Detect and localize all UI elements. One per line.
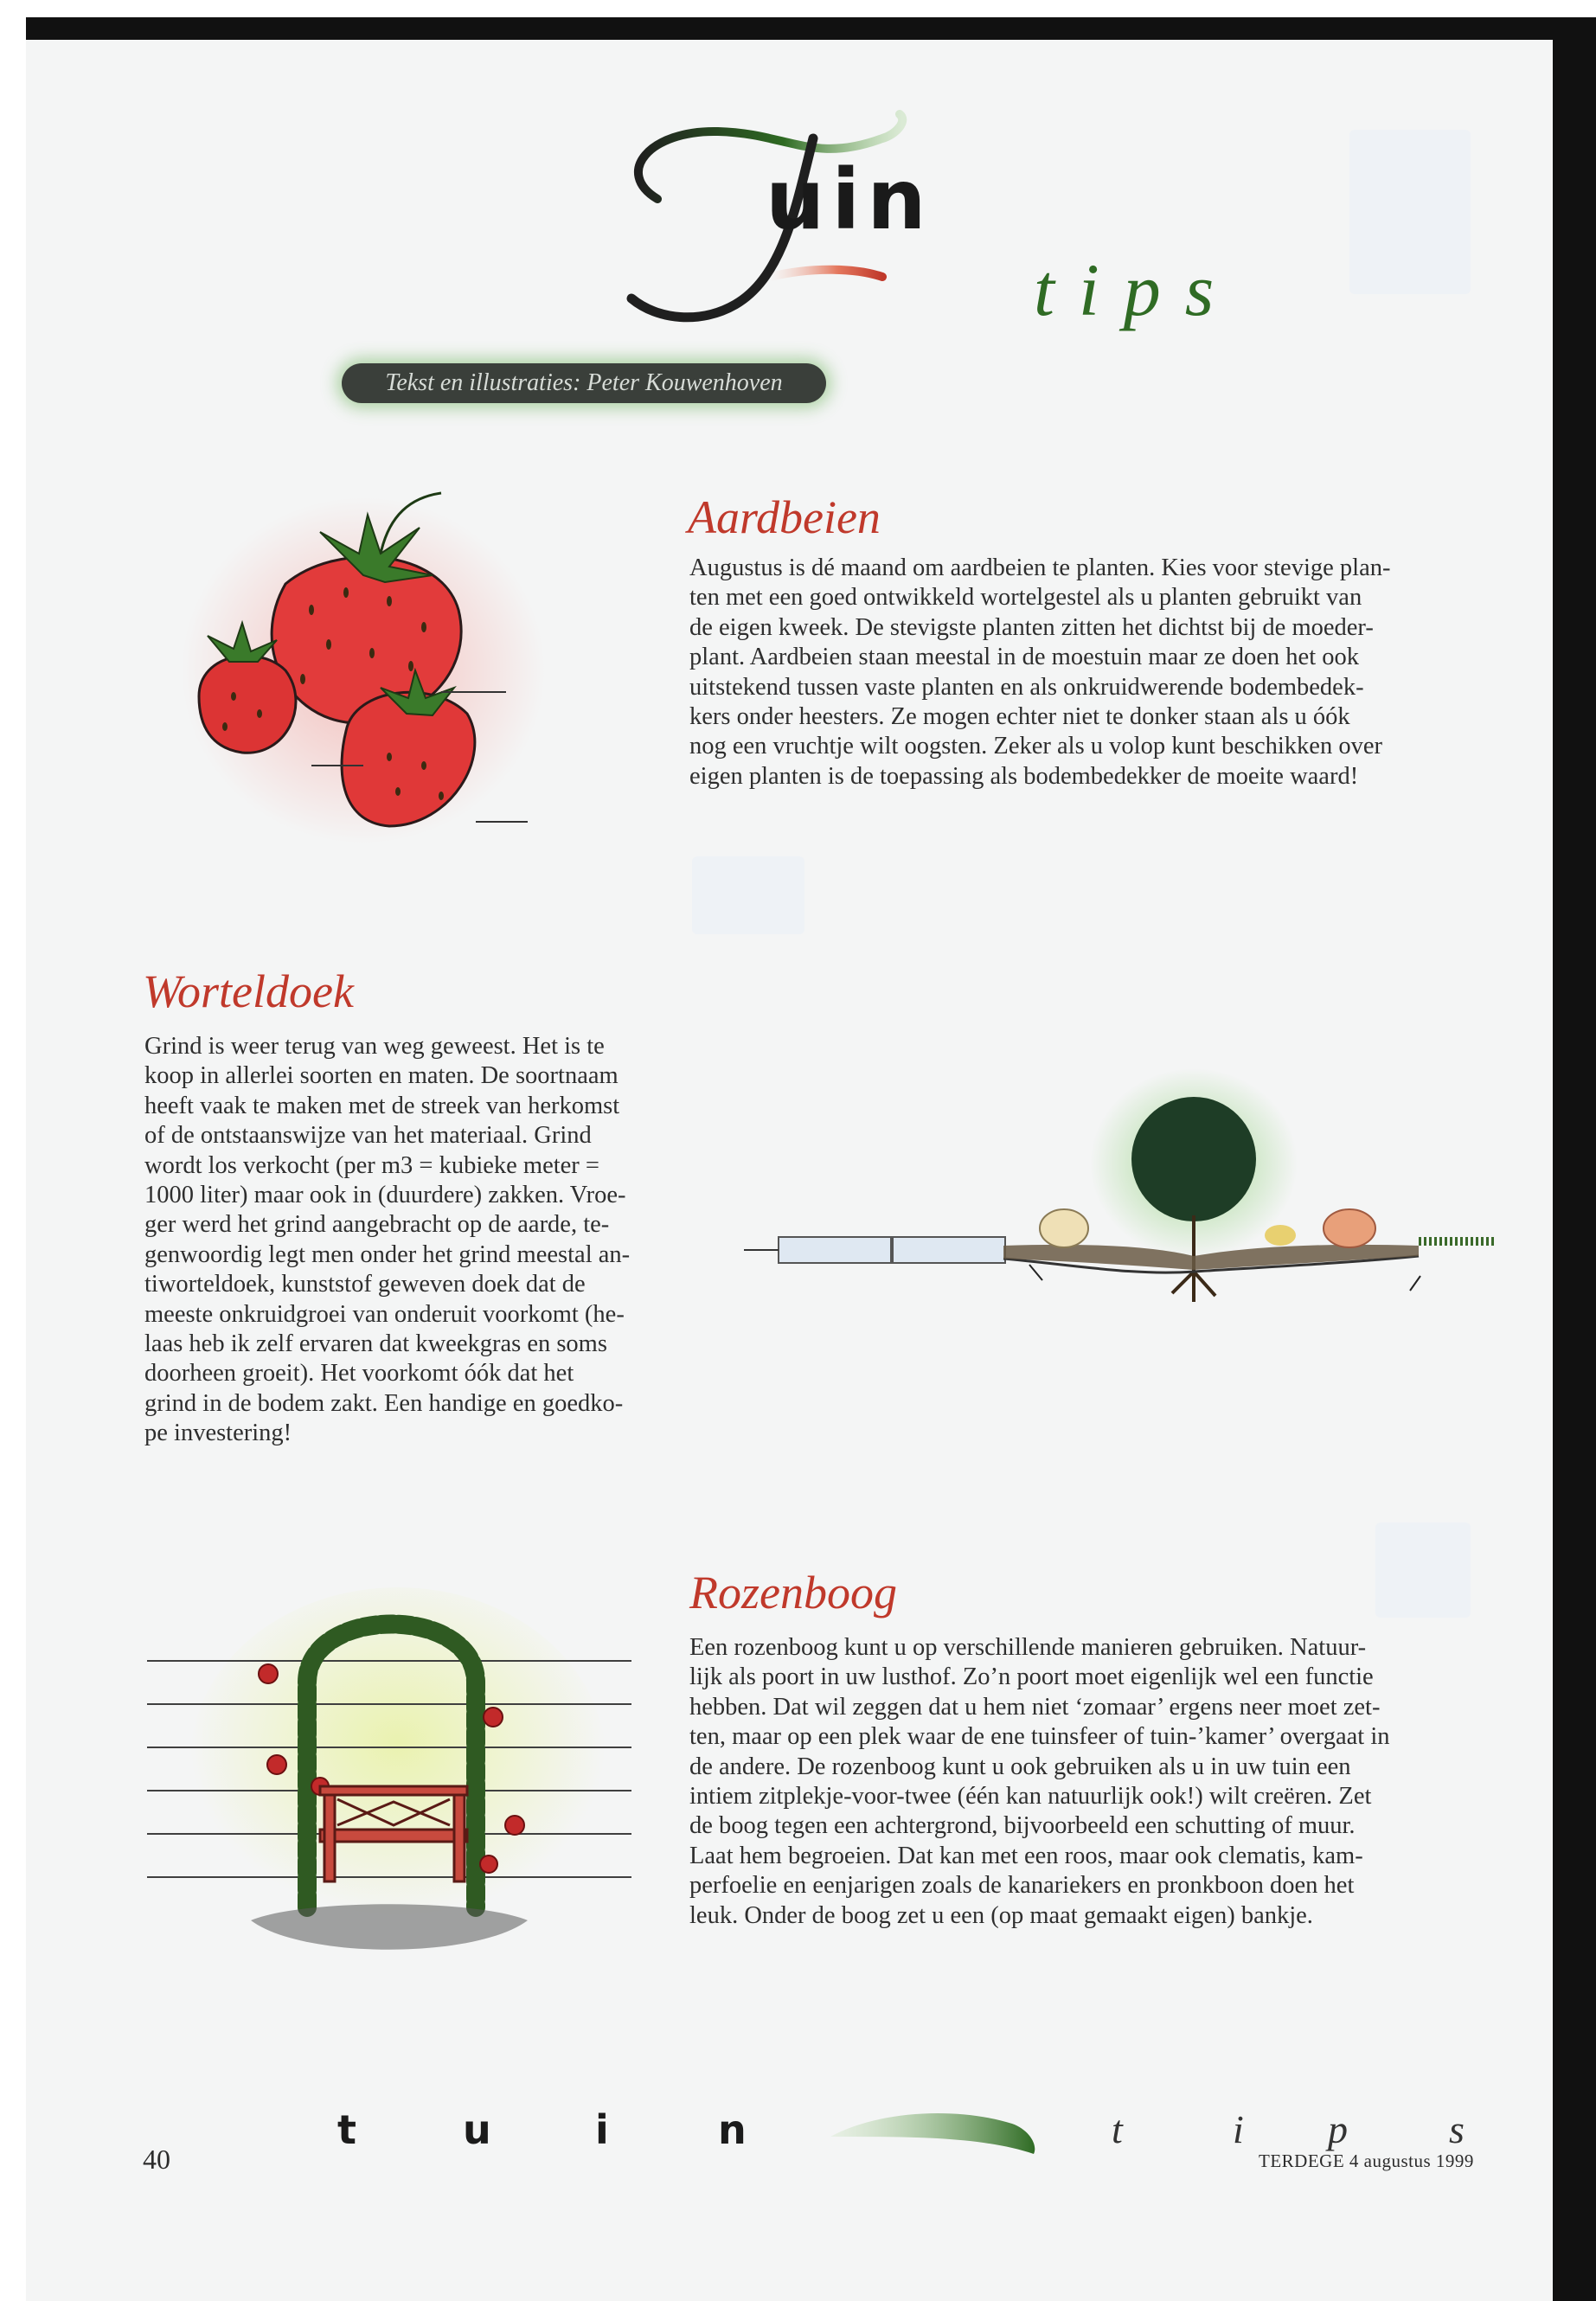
scan-frame-right xyxy=(1553,17,1596,2301)
section-title-rozenboog: Rozenboog xyxy=(689,1567,897,1618)
text-line: grind in de bodem zakt. Een handige en goedko- xyxy=(144,1389,624,1417)
publication-line: TERDEGE 4 augustus 1999 xyxy=(1259,2150,1474,2171)
text-line: pe investering! xyxy=(144,1420,292,1447)
text-line: Laat hem begroeien. Dat kan met een roos, maar ook clematis, kam- xyxy=(689,1842,1363,1869)
text-line: ten, maar op een plek waar de ene tuinsfeer of tuin-’kamer’ overgaat in xyxy=(689,1723,1390,1751)
bleed-through-shape xyxy=(1375,1522,1471,1618)
page-number: 40 xyxy=(143,2144,170,2175)
text-line: ger werd het grind aangebracht op de aarde, te- xyxy=(144,1211,610,1239)
text-line: de andere. De rozenboog kunt u ook gebruiken als u in uw tuin een xyxy=(689,1753,1351,1780)
bleed-through-shape xyxy=(692,856,804,934)
text-line: Grind is weer terug van weg geweest. Het is te xyxy=(144,1033,605,1060)
footer-letter-p-italic: p xyxy=(1328,2107,1348,2151)
text-line: uitstekend tussen vaste planten en als onkruidwerende bodembedek- xyxy=(689,673,1364,701)
text-line: doorheen groeit). Het voorkomt óók dat het xyxy=(144,1360,574,1388)
bleed-through-shape xyxy=(1349,130,1471,294)
text-line: tiworteldoek, kunststof geweven doek dat de xyxy=(144,1271,586,1298)
leaf-brushstroke-icon xyxy=(826,2102,1042,2163)
text-line: heeft vaak te maken met de streek van herkomst xyxy=(144,1092,620,1119)
author-credit-badge: Tekst en illustraties: Peter Kouwenhoven xyxy=(342,363,826,403)
section-body-rozenboog xyxy=(689,1633,1494,1931)
text-line: koop in allerlei soorten en maten. De soortnaam xyxy=(144,1062,619,1090)
footer-letter-t-italic: t xyxy=(1112,2107,1123,2151)
footer-letter-i-italic: i xyxy=(1233,2107,1244,2151)
text-line: nog een vruchtje wilt oogsten. Zeker als u volop kunt beschikken over xyxy=(689,733,1382,760)
text-line: ten met een goed ontwikkeld wortelgestel als u planten gebruikt van xyxy=(689,584,1362,612)
text-line: intiem zitplekje-voor-twee (één kan natuurlijk ook!) wilt creëren. Zet xyxy=(689,1783,1372,1811)
section-title-aardbeien: Aardbeien xyxy=(688,491,881,543)
text-line: hebben. Dat wil zeggen dat u hem niet ‘zomaar’ ergens neer moet zet- xyxy=(689,1693,1381,1721)
root-cloth-illustration xyxy=(744,1064,1505,1306)
text-line: laas heb ik zelf ervaren dat kweekgras en soms xyxy=(144,1330,607,1358)
text-line: de eigen kweek. De stevigste planten zitten het dichtst bij de moeder- xyxy=(689,613,1374,641)
text-line: perfoelie en eenjarigen zoals de kanariekers en pronkboon doen het xyxy=(689,1872,1355,1900)
text-line: meeste onkruidgroei van onderuit voorkomt (he- xyxy=(144,1300,625,1328)
text-line: wordt los verkocht (per m3 = kubieke meter = xyxy=(144,1151,599,1179)
text-line: genwoordig legt men onder het grind meestal an- xyxy=(144,1240,631,1268)
footer-letter-t: t xyxy=(337,2106,356,2153)
section-title-worteldoek: Worteldoek xyxy=(143,965,354,1017)
section-body-worteldoek xyxy=(144,1032,698,1449)
text-line: de boog tegen een achtergrond, bijvoorbeeld een schutting of muur. xyxy=(689,1812,1356,1840)
footer-letter-i: i xyxy=(595,2106,609,2153)
text-line: Augustus is dé maand om aardbeien te planten. Kies voor stevige plan- xyxy=(689,554,1391,581)
footer-letter-n: n xyxy=(718,2106,747,2153)
masthead-word-uin: uin xyxy=(766,151,933,248)
text-line: Een rozenboog kunt u op verschillende manieren gebruiken. Natuur- xyxy=(689,1634,1367,1661)
scan-frame-top xyxy=(26,17,1596,40)
text-line: of de ontstaanswijze van het materiaal. Grind xyxy=(144,1122,592,1150)
text-line: kers onder heesters. Ze mogen echter niet te donker staan als u óók xyxy=(689,703,1350,731)
text-line: 1000 liter) maar ook in (duurdere) zakken. Vroe- xyxy=(144,1182,626,1209)
masthead-word-tips: tips xyxy=(1034,248,1239,331)
footer-letter-s-italic: s xyxy=(1449,2107,1465,2151)
text-line: lijk als poort in uw lusthof. Zo’n poort moet eigenlijk wel een functie xyxy=(689,1663,1374,1691)
strawberry-illustration xyxy=(182,480,545,861)
text-line: leuk. Onder de boog zet u een (op maat gemaakt eigen) bankje. xyxy=(689,1901,1313,1929)
section-body-aardbeien xyxy=(689,554,1485,792)
text-line: eigen planten is de toepassing als bodembedekker de moeite waard! xyxy=(689,762,1359,790)
text-line: plant. Aardbeien staan meestal in de moestuin maar ze doen het ook xyxy=(689,644,1359,671)
rose-arch-illustration xyxy=(147,1579,640,1968)
footer-letter-u: u xyxy=(463,2106,491,2153)
